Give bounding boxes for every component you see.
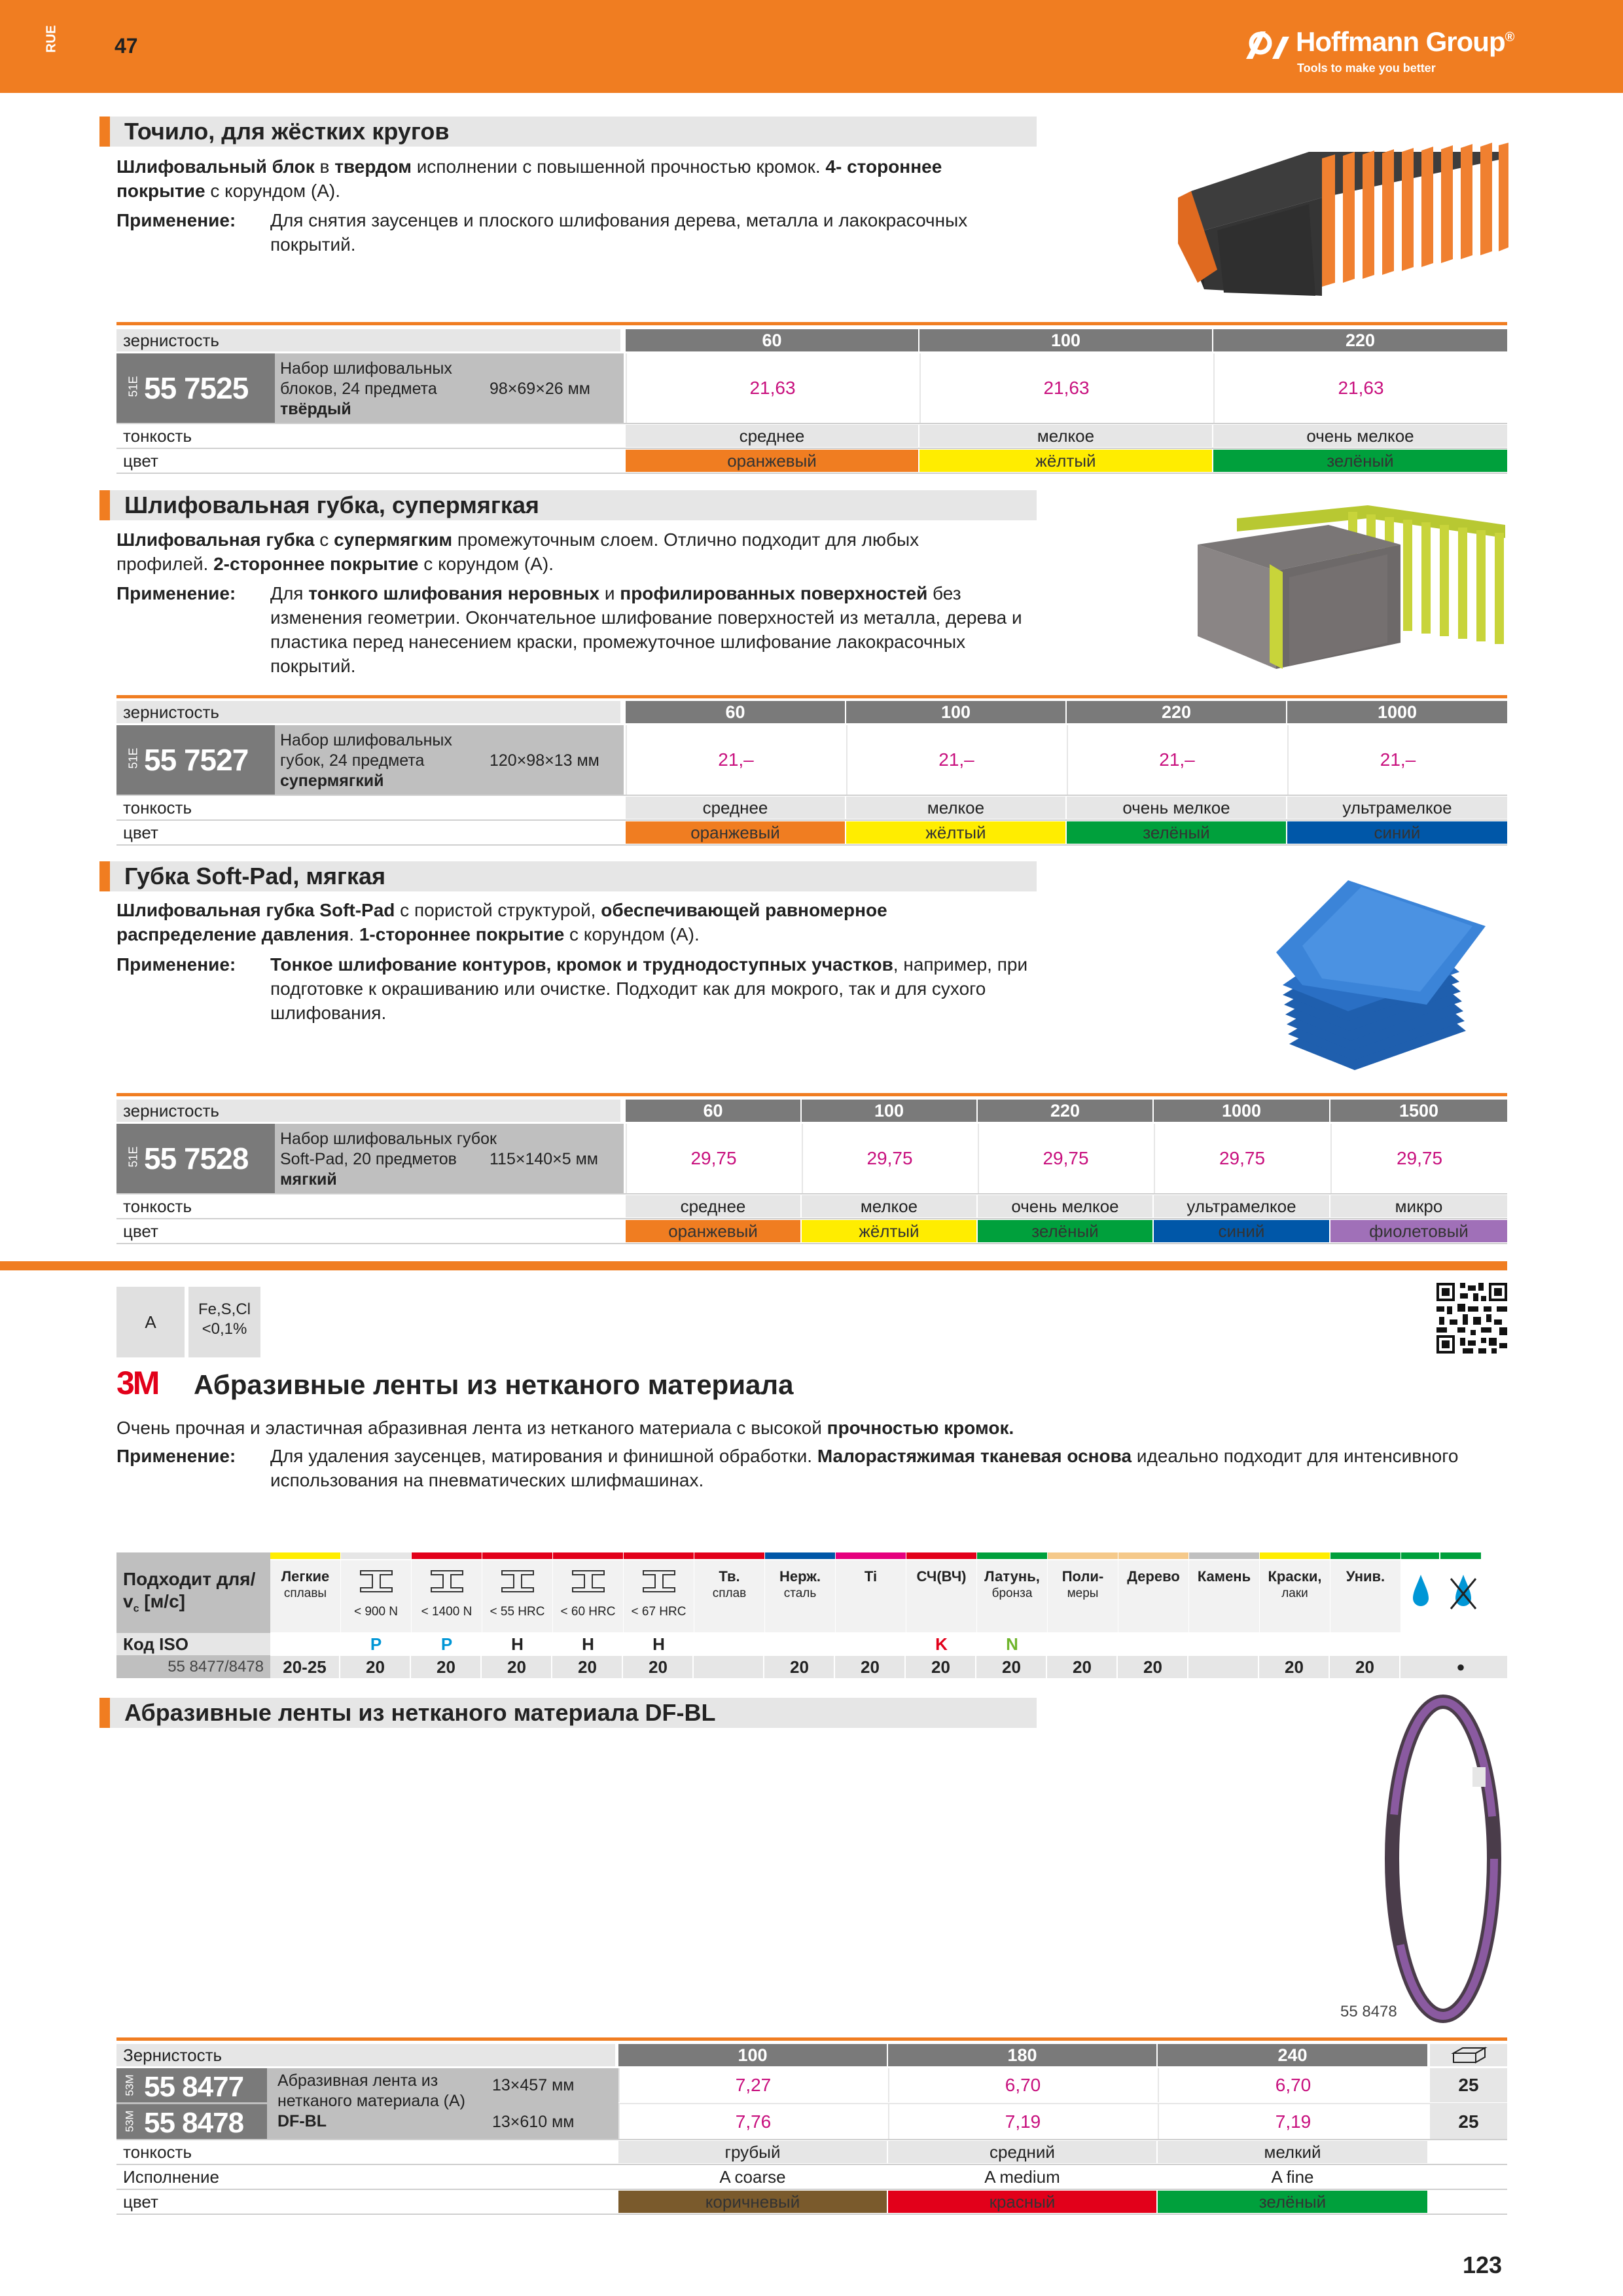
material-name: Поли-	[1061, 1568, 1104, 1585]
table-top-line	[116, 2037, 1507, 2041]
iso-code-cell	[1118, 1633, 1188, 1655]
application-text: Для удаления заусенцев, матирования и финишной обработки. Малорастяжимая тканевая основа идеально подходит для интенсивного использования на пневматических шлифмашинах.	[270, 1446, 1459, 1490]
fineness-cell: очень мелкое	[1213, 425, 1507, 447]
suitability-label-box: Подходит для/ $v_c$ [м/с]	[116, 1552, 270, 1659]
grit-header: 240	[1158, 2044, 1427, 2066]
fineness-cell: ультрамелкое	[1154, 1195, 1329, 1217]
iso-code-cell	[1189, 1633, 1259, 1655]
grit-label: зернистость	[116, 1100, 620, 1122]
grit-header: 220	[1067, 701, 1286, 723]
material-spec: < 1400 N	[421, 1605, 473, 1619]
color-cell: синий	[1154, 1220, 1329, 1242]
color-cell: красный	[888, 2191, 1156, 2213]
brand-logo[interactable]	[1243, 25, 1518, 77]
steel-beam-icon	[498, 1568, 537, 1594]
chapter-number: 47	[115, 34, 138, 58]
cutting-speed-cell: 20	[624, 1656, 694, 1678]
iso-code-cell: N	[977, 1633, 1047, 1655]
article-dimensions: 13×457 мм	[492, 2076, 575, 2094]
contamination-box: Fe,S,Cl <0,1%	[188, 1287, 260, 1357]
fineness-cell: грубый	[618, 2141, 887, 2163]
divider	[116, 2139, 1507, 2140]
iso-code-label: Код ISO	[116, 1633, 270, 1655]
section-title-bar	[99, 1698, 1037, 1728]
color-label: цвет	[123, 2192, 158, 2212]
application-text: Для снятия заусенцев и плоского шлифования дерева, металла и лакокрасочных покрытий.	[270, 210, 968, 255]
article-row[interactable]	[116, 2104, 267, 2139]
iso-code-cell	[765, 1633, 835, 1655]
article-name: Набор шлифовальных губок Soft-Pad, 20 предметов мягкий	[280, 1130, 497, 1189]
divider	[116, 2164, 1507, 2165]
material-cell	[694, 1560, 764, 1632]
article-number[interactable]: 55 8478	[144, 2107, 244, 2139]
material-name-line2: сплавы	[283, 1587, 327, 1600]
grit-header: 1000	[1154, 1100, 1329, 1122]
material-color-bar	[1048, 1552, 1118, 1559]
steel-beam-icon	[639, 1568, 679, 1594]
fineness-cell: мелкое	[802, 1195, 976, 1217]
material-color-bar	[553, 1552, 623, 1559]
fineness-cell: очень мелкое	[1067, 797, 1286, 819]
fineness-label: тонкость	[123, 2142, 192, 2162]
divider	[116, 1243, 1507, 1244]
cutting-speed-cell: 20	[906, 1656, 976, 1678]
material-spec: < 60 HRC	[560, 1605, 616, 1619]
divider	[116, 2189, 1507, 2190]
divider	[116, 795, 1507, 796]
cutting-speed-cell	[1189, 1656, 1259, 1678]
section-title-bar	[99, 117, 1037, 147]
cutting-speed-cell: 20	[1118, 1656, 1188, 1678]
material-name: Унив.	[1346, 1568, 1385, 1585]
wet-dry-icons	[1401, 1552, 1507, 1678]
material-cell	[482, 1560, 552, 1632]
cutting-speed-cell: 20	[412, 1656, 482, 1678]
table-top-line	[116, 695, 1507, 698]
fineness-cell: мелкое	[846, 797, 1065, 819]
grit-header: 220	[978, 1100, 1152, 1122]
article-row[interactable]	[116, 353, 624, 423]
cutting-speed-cell: 20	[765, 1656, 835, 1678]
material-cell	[906, 1560, 976, 1632]
cutting-speed-cell: 20	[977, 1656, 1047, 1678]
material-name: Латунь,	[984, 1568, 1040, 1585]
table-top-line	[116, 1093, 1507, 1096]
material-name-line2: бронза	[991, 1587, 1033, 1600]
material-cell	[836, 1560, 906, 1632]
application-text: Для тонкого шлифования неровных и профилированных поверхностей без изменения геометрии. Окончательное шлифование поверхностей из металла, дерева и пластика перед нанесением краски, промежуточное шлифование лакокрасочных покрытий.	[270, 583, 1022, 676]
section-title-bar	[99, 490, 1037, 520]
material-name: СЧ(ВЧ)	[916, 1568, 967, 1585]
iso-code-cell: P	[341, 1633, 411, 1655]
color-cell: коричневый	[618, 2191, 887, 2213]
suitability-matrix	[270, 1552, 1507, 1659]
color-cell: зелёный	[978, 1220, 1152, 1242]
section-title: Абразивные ленты из нетканого материала	[194, 1369, 794, 1400]
fineness-label: тонкость	[123, 798, 192, 817]
cutting-speed-cell: 20	[1260, 1656, 1330, 1678]
price-cell[interactable]: 21,–	[846, 725, 1065, 795]
hoffmann-logo-icon	[1243, 25, 1296, 64]
application-label: Применение:	[116, 583, 236, 603]
divider	[116, 844, 1507, 846]
dry-mark: ●	[1440, 1656, 1481, 1678]
divider	[116, 1193, 1507, 1194]
material-cell	[1118, 1560, 1188, 1632]
section-title: Шлифовальная губка, супермягкая	[124, 492, 539, 518]
price-cell[interactable]: 7,19	[1158, 2104, 1427, 2139]
price-cell[interactable]: 6,70	[888, 2068, 1156, 2102]
article-row[interactable]	[116, 725, 624, 795]
fineness-cell: среднее	[626, 425, 918, 447]
article-number[interactable]: 55 7528	[144, 1141, 249, 1175]
iso-code-cell	[1330, 1633, 1400, 1655]
grit-header: 60	[626, 701, 845, 723]
application-label: Применение:	[116, 210, 236, 230]
3m-logo: 3M	[116, 1365, 158, 1401]
side-tag: RUE	[44, 25, 59, 53]
color-cell: жёлтый	[919, 450, 1212, 472]
price-cell[interactable]: 21,–	[1067, 725, 1286, 795]
article-name: Абразивная лента из нетканого материала (A) DF-BL	[277, 2072, 465, 2130]
material-cell	[553, 1560, 623, 1632]
steel-beam-icon	[357, 1568, 396, 1594]
grit-header: 100	[618, 2044, 887, 2066]
fineness-cell: мелкое	[919, 425, 1212, 447]
grit-label: зернистость	[116, 329, 620, 351]
fineness-cell: ультрамелкое	[1287, 797, 1507, 819]
material-color-bar	[977, 1552, 1047, 1559]
price-cell[interactable]: 21,63	[1213, 353, 1507, 423]
article-dimensions: 98×69×26 мм	[490, 380, 590, 398]
grit-header: 180	[888, 2044, 1156, 2066]
iso-code-cell: H	[482, 1633, 552, 1655]
grit-header: 220	[1213, 329, 1507, 351]
article-dimensions: 13×610 мм	[492, 2113, 575, 2131]
article-number[interactable]: 55 7527	[144, 743, 249, 777]
suitability-label: Подходит для/	[123, 1569, 256, 1589]
table-top-line	[116, 322, 1507, 325]
material-cell	[341, 1560, 411, 1632]
material-color-bar	[341, 1552, 411, 1559]
material-name: Дерево	[1127, 1568, 1180, 1585]
article-number[interactable]: 55 8477	[144, 2071, 244, 2103]
price-cell[interactable]: 7,19	[888, 2104, 1156, 2139]
price-cell[interactable]: 29,75	[1154, 1124, 1329, 1193]
color-cell: синий	[1287, 821, 1507, 844]
section-description: Шлифовальная губка с супермягким промежуточным слоем. Отлично подходит для любых профилей. 2-стороннее покрытие с корундом (A).	[116, 529, 919, 574]
grit-label: зернистость	[116, 701, 620, 723]
price-cell[interactable]: 29,75	[626, 1124, 800, 1193]
material-cell	[977, 1560, 1047, 1632]
material-cell	[1189, 1560, 1259, 1632]
material-name-line2: сплав	[712, 1587, 747, 1600]
material-name: Нерж.	[779, 1568, 821, 1585]
article-prefix: 53M	[123, 2074, 136, 2096]
divider	[116, 2214, 1507, 2215]
soft-pad-image	[1263, 874, 1512, 1077]
section-title-bar	[99, 861, 1037, 891]
fineness-label: тонкость	[123, 426, 192, 446]
sanding-sponge-image	[1198, 499, 1512, 670]
iso-code-cell	[1260, 1633, 1330, 1655]
article-dimensions: 120×98×13 мм	[490, 751, 599, 770]
material-cell	[1048, 1560, 1118, 1632]
material-name-line2: меры	[1067, 1587, 1099, 1600]
material-color-bar	[624, 1552, 694, 1559]
material-color-bar	[1330, 1552, 1400, 1559]
color-label: цвет	[123, 1221, 158, 1241]
application-text: Тонкое шлифование контуров, кромок и труднодоступных участков, например, при подготовке к окрашиванию или очистке. Подходит как для мокрого, так и для сухого шлифования.	[270, 954, 1028, 1023]
execution-cell: A fine	[1158, 2166, 1427, 2188]
price-cell[interactable]: 7,27	[618, 2068, 887, 2102]
grit-header: 1000	[1287, 701, 1507, 723]
article-number[interactable]: 55 7525	[144, 371, 249, 405]
divider	[116, 473, 1507, 474]
section-description: Шлифовальный блок в твердом исполнении с повышенной прочностью кромок. 4- стороннее покрытие с корундом (A).	[116, 156, 942, 201]
page-number: 123	[1463, 2251, 1503, 2278]
color-cell: оранжевый	[626, 821, 845, 844]
brand-reg-mark: ®	[1505, 30, 1514, 45]
grit-header: 1500	[1330, 1100, 1507, 1122]
iso-code-cell: H	[553, 1633, 623, 1655]
cutting-speed-cell	[694, 1656, 764, 1678]
application-label: Применение:	[116, 1446, 236, 1466]
section-title: Губка Soft-Pad, мягкая	[124, 863, 386, 889]
material-spec: < 55 HRC	[490, 1605, 545, 1619]
iso-code-cell: K	[906, 1633, 976, 1655]
price-cell[interactable]: 29,75	[1330, 1124, 1507, 1193]
article-dimensions: 115×140×5 мм	[490, 1150, 598, 1168]
execution-label: Исполнение	[123, 2167, 219, 2187]
color-cell: зелёный	[1213, 450, 1507, 472]
article-row[interactable]	[116, 1124, 624, 1193]
material-color-bar	[906, 1552, 976, 1559]
wet-drop-icon	[1410, 1572, 1431, 1611]
execution-cell: A medium	[888, 2166, 1156, 2188]
material-color-bar	[1189, 1552, 1259, 1559]
grit-header: 100	[802, 1100, 976, 1122]
price-cell[interactable]: 21,63	[919, 353, 1212, 423]
brand-tagline: Tools to make you better	[1297, 62, 1436, 75]
material-name: Тв.	[719, 1568, 740, 1585]
image-caption: 55 8478	[1340, 2003, 1397, 2020]
color-cell: зелёный	[1067, 821, 1286, 844]
material-color-bar	[765, 1552, 835, 1559]
color-cell: оранжевый	[626, 450, 918, 472]
article-name: Набор шлифовальных блоков, 24 предмета твёрдый	[280, 359, 452, 418]
cutting-speed-cell: 20	[482, 1656, 552, 1678]
article-prefix: 53M	[123, 2110, 136, 2132]
fineness-cell: среднее	[626, 797, 845, 819]
color-cell: жёлтый	[802, 1220, 976, 1242]
price-cell[interactable]: 21,–	[1287, 725, 1507, 795]
divider	[116, 423, 1507, 424]
grit-header: 60	[626, 1100, 800, 1122]
material-color-bar	[1260, 1552, 1330, 1559]
price-cell[interactable]: 21,–	[626, 725, 845, 795]
pack-quantity: 25	[1430, 2104, 1507, 2139]
divider	[116, 1218, 1507, 1219]
divider	[116, 448, 1507, 449]
sanding-block-image	[1178, 139, 1512, 299]
cutting-speed-cell: 20	[553, 1656, 623, 1678]
material-name: Камень	[1197, 1568, 1251, 1585]
article-row[interactable]	[116, 2068, 267, 2102]
material-name: Ti	[864, 1568, 878, 1585]
color-cell: зелёный	[1158, 2191, 1427, 2213]
material-color-bar	[836, 1552, 906, 1559]
fineness-cell: очень мелкое	[978, 1195, 1152, 1217]
grit-header: 60	[626, 329, 918, 351]
application-label: Применение:	[116, 954, 236, 975]
fineness-cell: микро	[1330, 1195, 1507, 1217]
material-color-bar	[482, 1552, 552, 1559]
grit-label: Зернистость	[116, 2044, 615, 2066]
abrasive-belt-image	[1374, 1689, 1505, 2029]
color-label: цвет	[123, 823, 158, 842]
material-spec: < 67 HRC	[631, 1605, 687, 1619]
price-cell[interactable]: 29,75	[978, 1124, 1152, 1193]
material-color-bar	[694, 1552, 764, 1559]
iso-code-cell	[694, 1633, 764, 1655]
cutting-speed-cell: 20	[1330, 1656, 1400, 1678]
cutting-speed-cell: 20	[1048, 1656, 1118, 1678]
material-cell	[765, 1560, 835, 1632]
cutting-speed-cell: 20	[836, 1656, 906, 1678]
iso-code-cell	[270, 1633, 340, 1655]
color-label: цвет	[123, 451, 158, 471]
pack-quantity: 25	[1430, 2068, 1507, 2102]
iso-code-cell	[836, 1633, 906, 1655]
section-separator	[0, 1261, 1507, 1270]
fineness-cell: мелкий	[1158, 2141, 1427, 2163]
material-color-bar	[270, 1552, 340, 1559]
fineness-cell: средний	[888, 2141, 1156, 2163]
article-prefix: 51E	[126, 1146, 140, 1168]
material-cell	[624, 1560, 694, 1632]
codes-label: 55 8477/8478	[116, 1656, 270, 1678]
price-cell[interactable]: 7,76	[618, 2104, 887, 2139]
price-cell[interactable]: 29,75	[802, 1124, 976, 1193]
material-name: Краски,	[1268, 1568, 1322, 1585]
material-name: Легкие	[281, 1568, 330, 1585]
color-cell: оранжевый	[626, 1220, 800, 1242]
section-title: Точило, для жёстких кругов	[124, 118, 450, 145]
article-prefix: 51E	[126, 747, 140, 769]
material-cell	[412, 1560, 482, 1632]
cutting-speed-cell: 20-25	[270, 1656, 340, 1678]
abrasive-type-box: A	[116, 1287, 185, 1357]
material-name-line2: сталь	[783, 1587, 817, 1600]
color-cell: жёлтый	[846, 821, 1065, 844]
material-name-line2: лаки	[1281, 1587, 1308, 1600]
brand-name: Hoffmann Group	[1296, 26, 1505, 57]
iso-code-cell: P	[412, 1633, 482, 1655]
grit-header: 100	[919, 329, 1212, 351]
iso-code-cell	[1048, 1633, 1118, 1655]
grit-header: 100	[846, 701, 1065, 723]
dry-crossed-drop-icon	[1448, 1572, 1478, 1611]
material-color-bar	[412, 1552, 482, 1559]
qr-code-icon[interactable]	[1436, 1283, 1507, 1354]
color-cell: фиолетовый	[1330, 1220, 1507, 1242]
section-description: Шлифовальная губка Soft-Pad с пористой структурой, обеспечивающей равномерное распределение давления. 1-стороннее покрытие с корундом (A).	[116, 900, 887, 944]
iso-code-cell: H	[624, 1633, 694, 1655]
steel-beam-icon	[569, 1568, 608, 1594]
material-cell	[270, 1560, 340, 1632]
material-spec: < 900 N	[353, 1605, 399, 1619]
section-description: Очень прочная и эластичная абразивная лента из нетканого материала с высокой прочностью кромок.	[116, 1418, 1014, 1438]
price-cell[interactable]: 6,70	[1158, 2068, 1427, 2102]
pack-header	[1430, 2044, 1507, 2066]
material-cell	[1330, 1560, 1400, 1632]
material-cell	[1260, 1560, 1330, 1632]
article-name: Набор шлифовальных губок, 24 предмета супермягкий	[280, 731, 452, 790]
divider	[116, 819, 1507, 821]
price-cell[interactable]: 21,63	[626, 353, 918, 423]
fineness-cell: среднее	[626, 1195, 800, 1217]
material-color-bar	[1118, 1552, 1188, 1559]
cutting-speed-row	[270, 1656, 1507, 1678]
steel-beam-icon	[427, 1568, 467, 1594]
section-title: Абразивные ленты из нетканого материала DF-BL	[124, 1699, 716, 1726]
article-prefix: 51E	[126, 376, 140, 397]
fineness-label: тонкость	[123, 1196, 192, 1216]
execution-cell: A coarse	[618, 2166, 887, 2188]
package-icon	[1451, 2047, 1488, 2064]
cutting-speed-cell: 20	[341, 1656, 411, 1678]
